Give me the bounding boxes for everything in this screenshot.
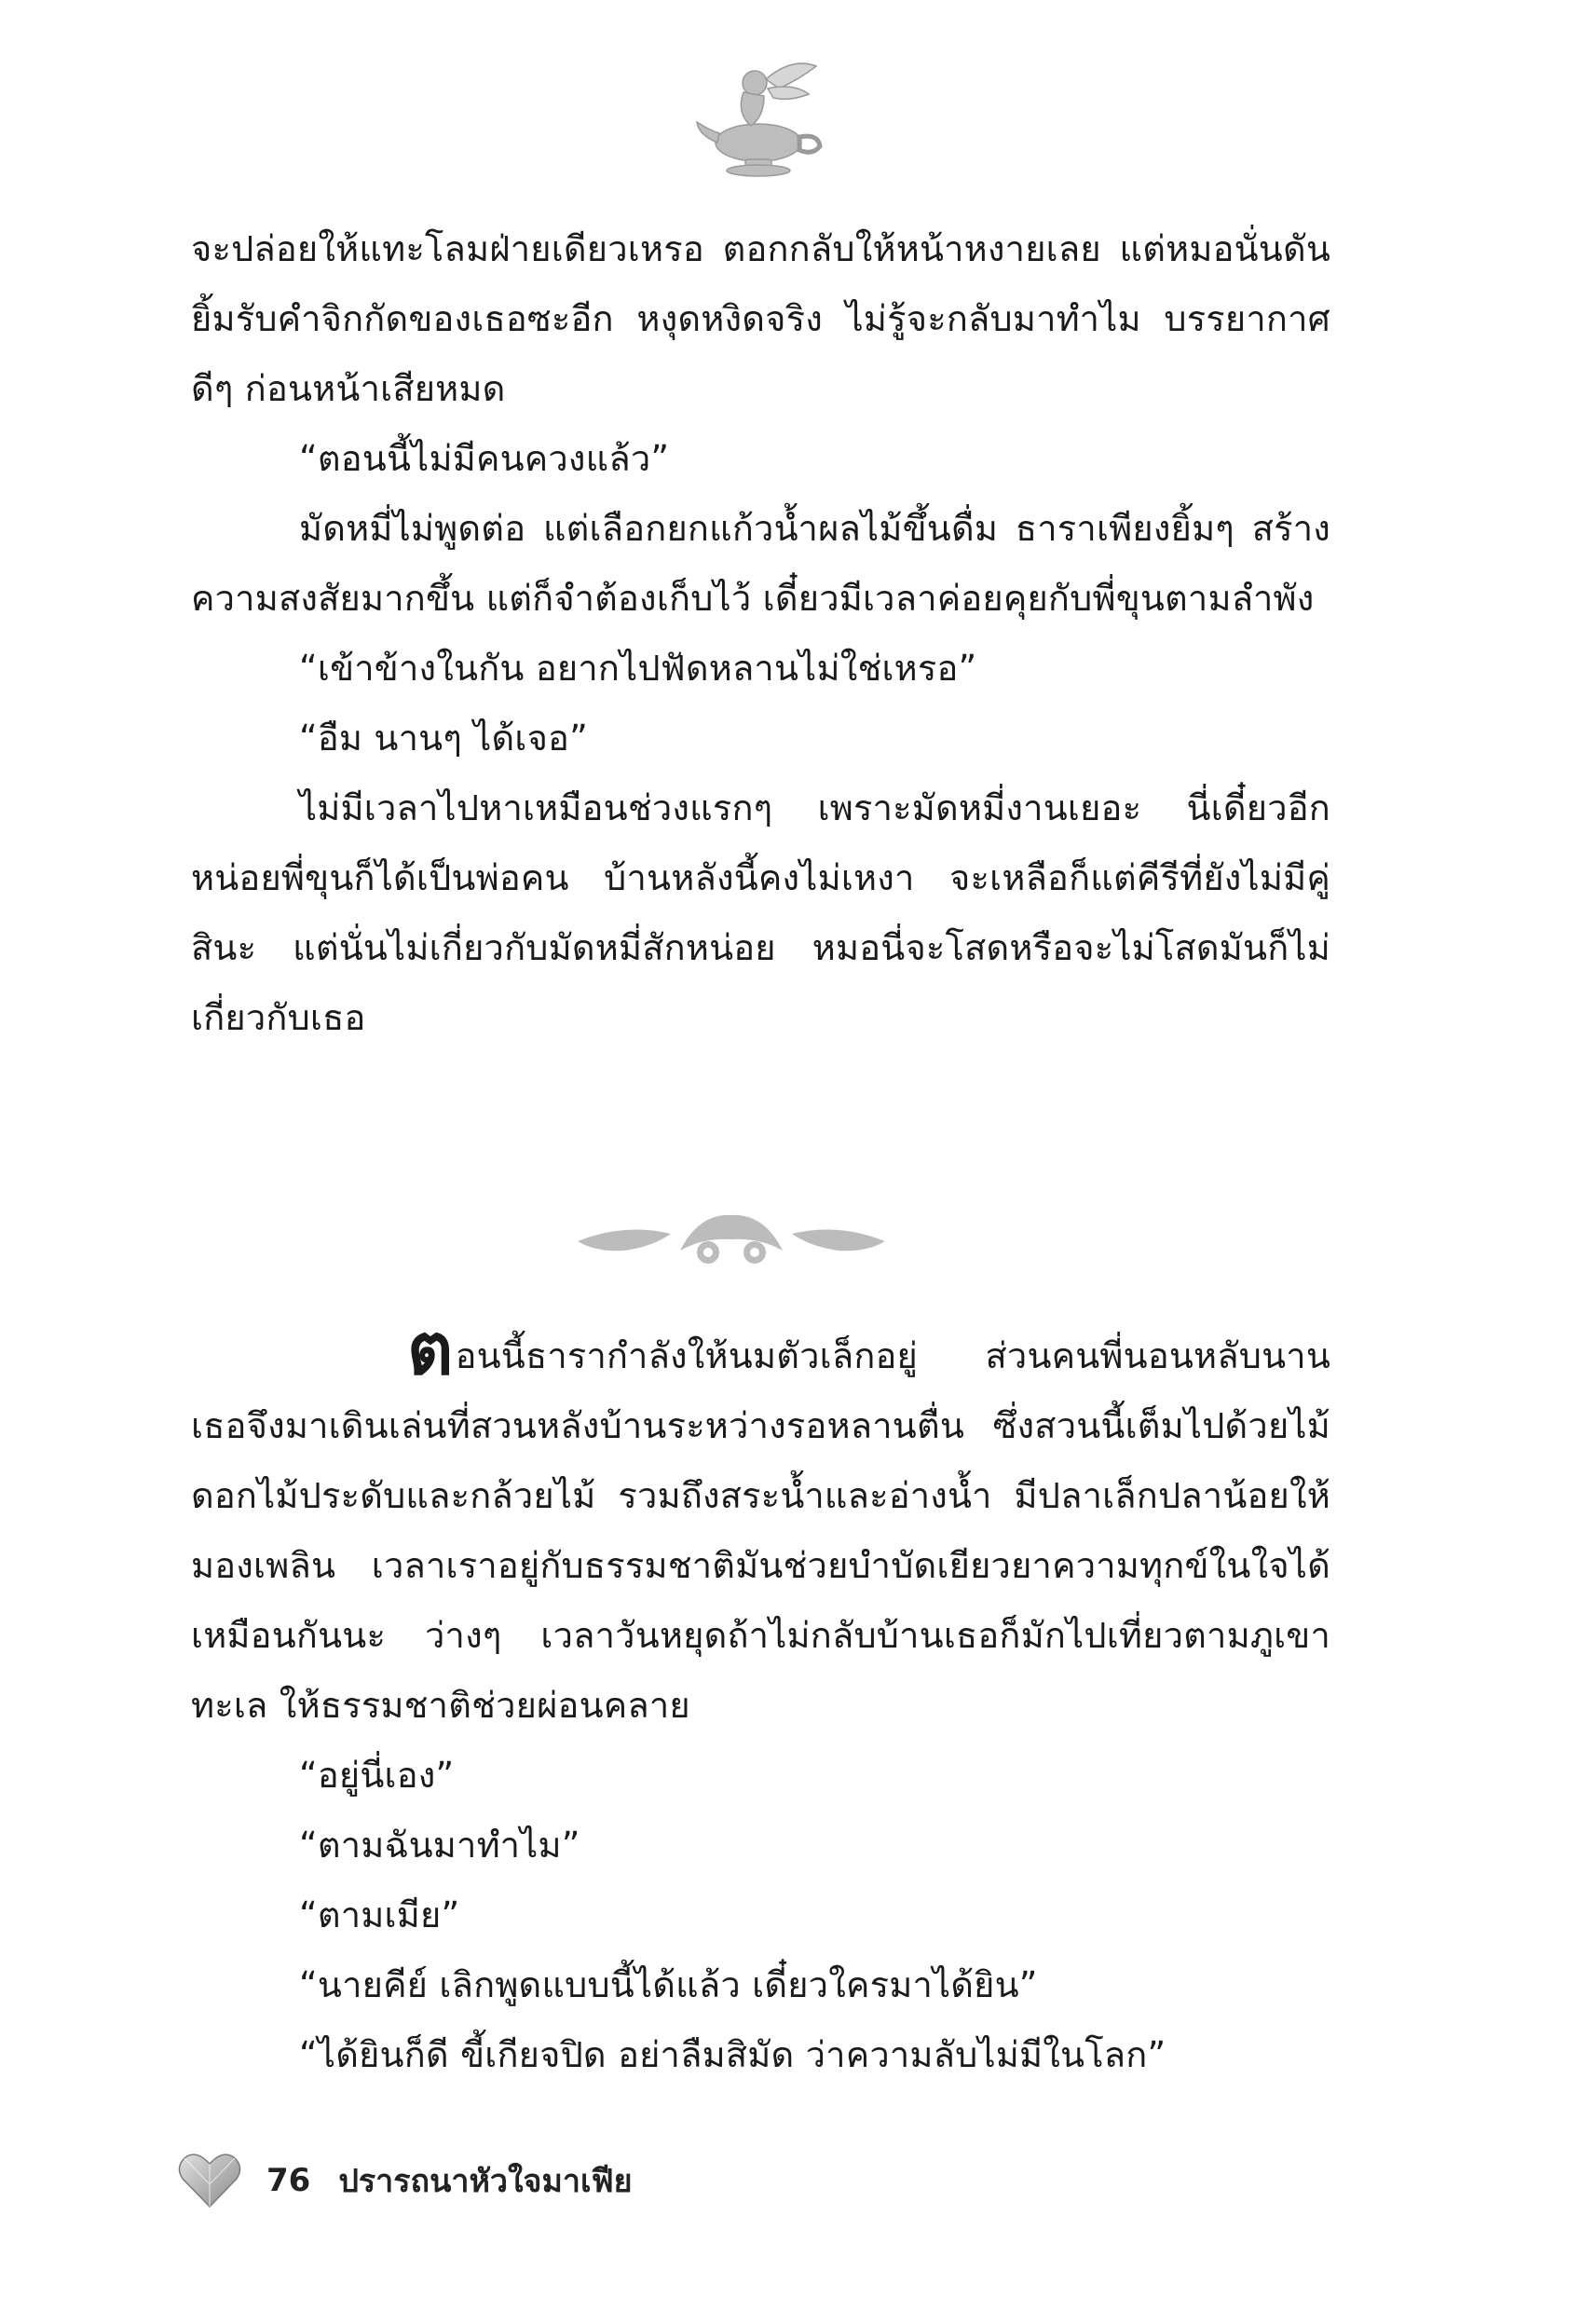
heart-icon bbox=[177, 2151, 242, 2210]
dialogue-line: “ตามฉันมาทำไม” bbox=[299, 1825, 580, 1866]
paragraph bbox=[191, 1307, 1330, 1741]
drop-cap: ต bbox=[407, 1307, 454, 1390]
page-footer bbox=[177, 2143, 633, 2218]
dialogue-line: “ได้ยินก็ดี ขี้เกียจปิด อย่าลืมสิมัด ว่าความลับไม่มีในโลก” bbox=[299, 2034, 1166, 2075]
paragraph: จะปล่อยให้แทะโลมฝ่ายเดียวเหรอ ตอกกลับให้หน้าหงายเลย แต่หมอนั่นดันยิ้มรับคำจิกกัดของเธอซะอีก หงุดหงิดจริง ไม่รู้จะกลับมาทำไม บรรยากาศดีๆ ก่อนหน้าเสียหมด bbox=[191, 228, 1330, 409]
section-1 bbox=[191, 214, 1330, 1053]
dialogue-line: “ตอนนี้ไม่มีคนควงแล้ว” bbox=[299, 438, 670, 479]
page-number: 76 bbox=[266, 2162, 311, 2199]
paragraph-text: อนนี้ธารากำลังให้นมตัวเล็กอยู่ ส่วนคนพี่นอนหลับนาน เธอจึงมาเดินเล่นที่สวนหลังบ้านระหว่างรอหลานตื่น ซึ่งสวนนี้เต็มไปด้วยไม้ดอกไม้ประดับและกล้วยไม้ รวมถึงสระน้ำและอ่างน้ำ มีปลาเล็กปลาน้อยให้มองเพลิน เวลาเราอยู่กับธรรมชาติมันช่วยบำบัดเยียวยาความทุกข์ในใจได้เหมือนกันนะ ว่างๆ เวลาวันหยุดถ้าไม่กลับบ้านเธอก็มักไปเที่ยวตามภูเขา ทะเล ให้ธรรมชาติช่วยผ่อนคลาย bbox=[191, 1335, 1330, 1726]
dialogue-line: “นายคีย์ เลิกพูดแบบนี้ได้แล้ว เดี๋ยวใครมาได้ยิน” bbox=[299, 1964, 1038, 2005]
cherub-teapot-ornament-icon bbox=[689, 51, 829, 182]
book-title: ปรารถนาหัวใจมาเฟีย bbox=[338, 2163, 633, 2200]
dialogue-line: “อยู่นี่เอง” bbox=[299, 1755, 455, 1796]
dialogue-line: “เข้าข้างในกัน อยากไปฟัดหลานไม่ใช่เหรอ” bbox=[299, 648, 977, 689]
dialogue-line: “อืม นานๆ ได้เจอ” bbox=[299, 718, 588, 759]
scroll-flourish-divider-icon bbox=[568, 1195, 894, 1279]
paragraph: ไม่มีเวลาไปหาเหมือนช่วงแรกๆ เพราะมัดหมี่งานเยอะ นี่เดี๋ยวอีกหน่อยพี่ขุนก็ได้เป็นพ่อคน บ้านหลังนี้คงไม่เหงา จะเหลือก็แต่คีรีที่ยังไม่มีคู่สินะ แต่นั่นไม่เกี่ยวกับมัดหมี่สักหน่อย หมอนี่จะโสดหรือจะไม่โสดมันก็ไม่เกี่ยวกับเธอ bbox=[191, 787, 1330, 1038]
dialogue-line: “ตามเมีย” bbox=[299, 1894, 460, 1935]
paragraph: มัดหมี่ไม่พูดต่อ แต่เลือกยกแก้วน้ำผลไม้ขึ้นดื่ม ธาราเพียงยิ้มๆ สร้างความสงสัยมากขึ้น แต่ก็จำต้องเก็บไว้ เดี๋ยวมีเวลาค่อยคุยกับพี่ขุนตามลำพัง bbox=[191, 508, 1330, 619]
section-2 bbox=[191, 1307, 1330, 2090]
